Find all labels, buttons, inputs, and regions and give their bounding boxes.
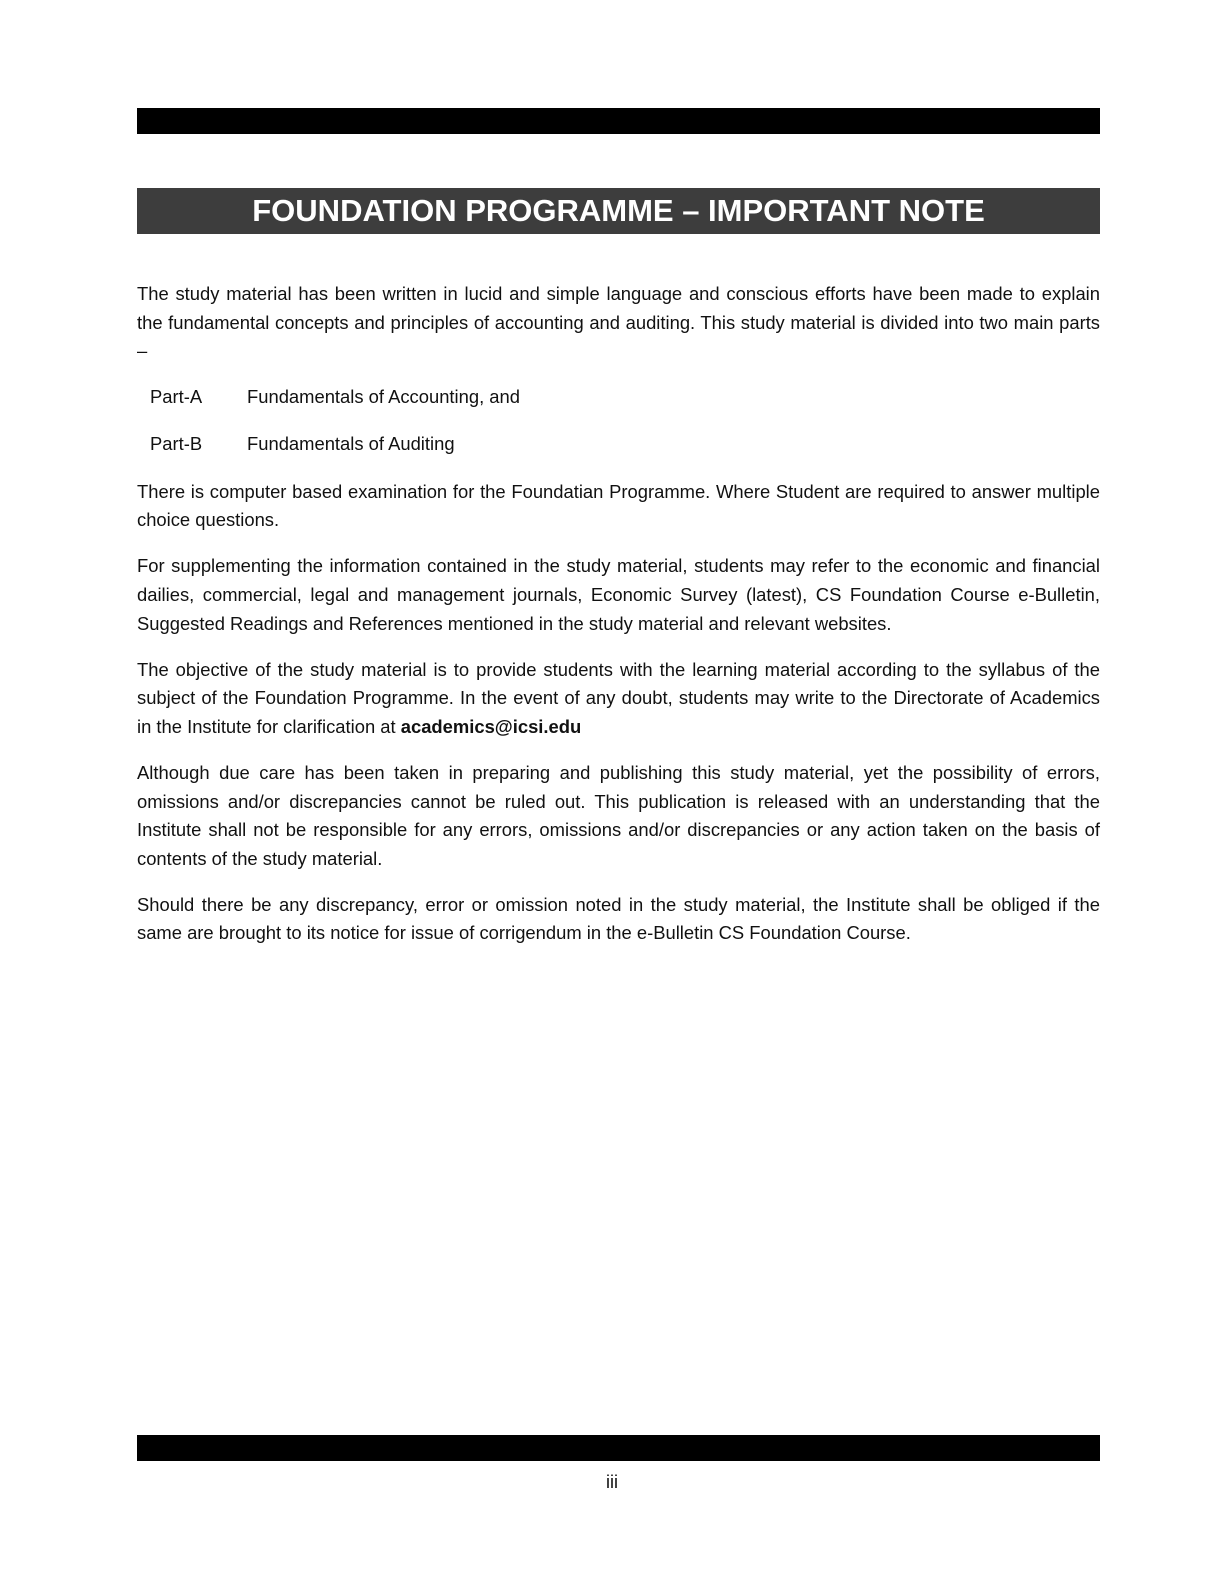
objective-text: The objective of the study material is to provide students with the learning material according to the syllabus of the subject of the Foundation Programme. In the event of any doubt, students may write to the Directorate of Academics in the Institute for clarification at	[137, 658, 1100, 737]
objective-paragraph	[137, 656, 1100, 742]
part-label: Part-A	[150, 386, 203, 408]
corrigendum-paragraph: Should there be any discrepancy, error or omission noted in the study material, the Institute shall be obliged if the same are brought to its notice for issue of corrigendum in the e-Bulletin CS Foundation Course.	[137, 893, 1100, 944]
contact-email: academics@icsi.edu	[400, 715, 582, 737]
part-row-b	[137, 430, 1100, 459]
parts-list	[137, 383, 1100, 459]
bottom-rule	[137, 1435, 1100, 1461]
part-row-a	[137, 383, 1100, 412]
intro-paragraph: The study material has been written in lucid and simple language and conscious efforts have been made to explain the fundamental concepts and principles of accounting and auditing. This study material is divided into two main parts –	[137, 283, 1100, 362]
page-title: FOUNDATION PROGRAMME – IMPORTANT NOTE	[252, 193, 985, 228]
page-number: iii	[606, 1472, 618, 1492]
part-label: Part-B	[150, 433, 203, 455]
supplement-paragraph: For supplementing the information contained in the study material, students may refer to the economic and financial dailies, commercial, legal and management journals, Economic Survey (latest), CS Foundation Course e-Bulletin, Suggested Readings and References mentioned in the study material and relevant websites.	[137, 555, 1100, 634]
note-body	[137, 280, 1100, 965]
top-rule	[137, 108, 1100, 134]
exam-paragraph: There is computer based examination for the Foundatian Programme. Where Student are required to answer multiple choice questions.	[137, 480, 1100, 531]
part-text: Fundamentals of Auditing	[247, 433, 455, 455]
disclaimer-paragraph: Although due care has been taken in preparing and publishing this study material, yet the possibility of errors, omissions and/or discrepancies cannot be ruled out. This publication is released with an understanding that the Institute shall not be responsible for any errors, omissions and/or discrepancies or any action taken on the basis of contents of the study material.	[137, 761, 1100, 869]
title-band	[137, 188, 1100, 234]
part-text: Fundamentals of Accounting, and	[247, 386, 520, 408]
